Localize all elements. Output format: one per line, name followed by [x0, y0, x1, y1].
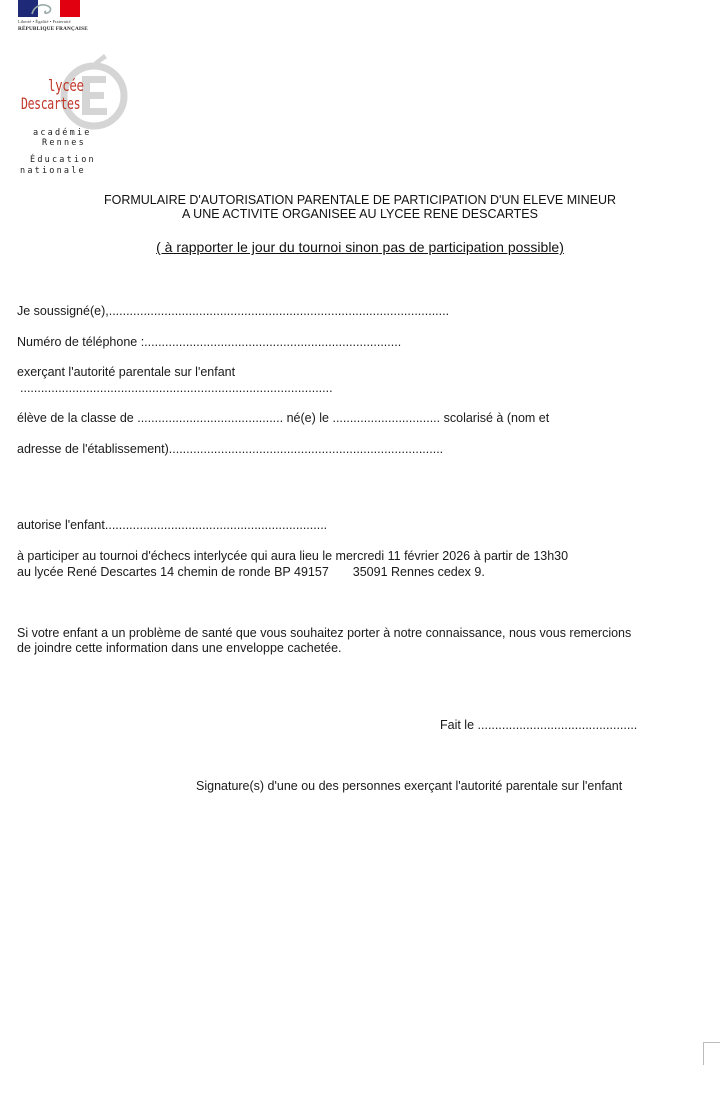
- education-label: Éducation: [30, 155, 96, 165]
- corner-crop-mark: [703, 1042, 720, 1065]
- classe-label: élève de la classe de: [17, 411, 134, 425]
- telephone-label: Numéro de téléphone :: [17, 335, 145, 349]
- adresse-field[interactable]: ...............................................................................: [168, 442, 444, 456]
- classe-row: [17, 411, 549, 425]
- adresse-row: [17, 442, 443, 456]
- devise: Liberté • Égalité • Fraternité: [18, 19, 71, 24]
- sante-line1: Si votre enfant a un problème de santé que vous souhaitez porter à notre connaissance, nous vous remercions: [17, 626, 632, 640]
- telephone-row: [17, 335, 401, 349]
- autorise-row: [17, 518, 327, 532]
- classe-field[interactable]: ..........................................: [137, 411, 284, 425]
- logo-lycee-text: lycée: [48, 76, 84, 95]
- logo-descartes-text: Descartes: [21, 94, 81, 113]
- fait-label: Fait le: [440, 718, 475, 732]
- soussigne-label: Je soussigné(e),: [17, 304, 109, 318]
- participer-line1: à participer au tournoi d'échecs interlycée qui aura lieu le mercredi 11 février 2026 à partir de 13h30: [17, 549, 569, 563]
- adresse-label: adresse de l'établissement): [17, 442, 169, 456]
- scolarise-label: scolarisé à (nom et: [443, 411, 550, 425]
- lycee-postal: 35091 Rennes cedex 9.: [352, 565, 485, 579]
- form-subtitle: ( à rapporter le jour du tournoi sinon pas de participation possible): [156, 239, 564, 255]
- nationale-label: nationale: [20, 166, 86, 176]
- marianne-flag-icon: [18, 0, 80, 17]
- sante-line2: de joindre cette information dans une enveloppe cachetée.: [17, 641, 342, 655]
- fait-date-field[interactable]: ..............................................: [477, 718, 638, 732]
- academie-label: académie: [33, 128, 92, 138]
- participer-line2: [17, 565, 485, 579]
- fait-row: [440, 718, 637, 732]
- signature-label: Signature(s) d'une ou des personnes exerçant l'autorité parentale sur l'enfant: [196, 779, 623, 793]
- lycee-address: au lycée René Descartes 14 chemin de ronde BP 49157: [17, 565, 329, 579]
- enfant-name-field[interactable]: ..........................................................................................: [20, 381, 333, 395]
- soussigne-field[interactable]: ..................................................................................................: [108, 304, 450, 318]
- ne-label: né(e) le: [286, 411, 329, 425]
- rennes-label: Rennes: [42, 138, 86, 148]
- telephone-field[interactable]: ..........................................................................: [144, 335, 402, 349]
- republique-francaise: RÉPUBLIQUE FRANÇAISE: [18, 26, 88, 32]
- autorite-label: exerçant l'autorité parentale sur l'enfant: [17, 365, 236, 379]
- date-naissance-field[interactable]: ...............................: [332, 411, 441, 425]
- form-title-line2: A UNE ACTIVITE ORGANISEE AU LYCEE RENE DESCARTES: [182, 207, 538, 221]
- soussigne-row: [17, 304, 449, 318]
- form-title-line1: FORMULAIRE D'AUTORISATION PARENTALE DE PARTICIPATION D'UN ELEVE MINEUR: [103, 193, 617, 207]
- autorise-field[interactable]: ................................................................: [104, 518, 328, 532]
- autorise-label: autorise l'enfant: [17, 518, 105, 532]
